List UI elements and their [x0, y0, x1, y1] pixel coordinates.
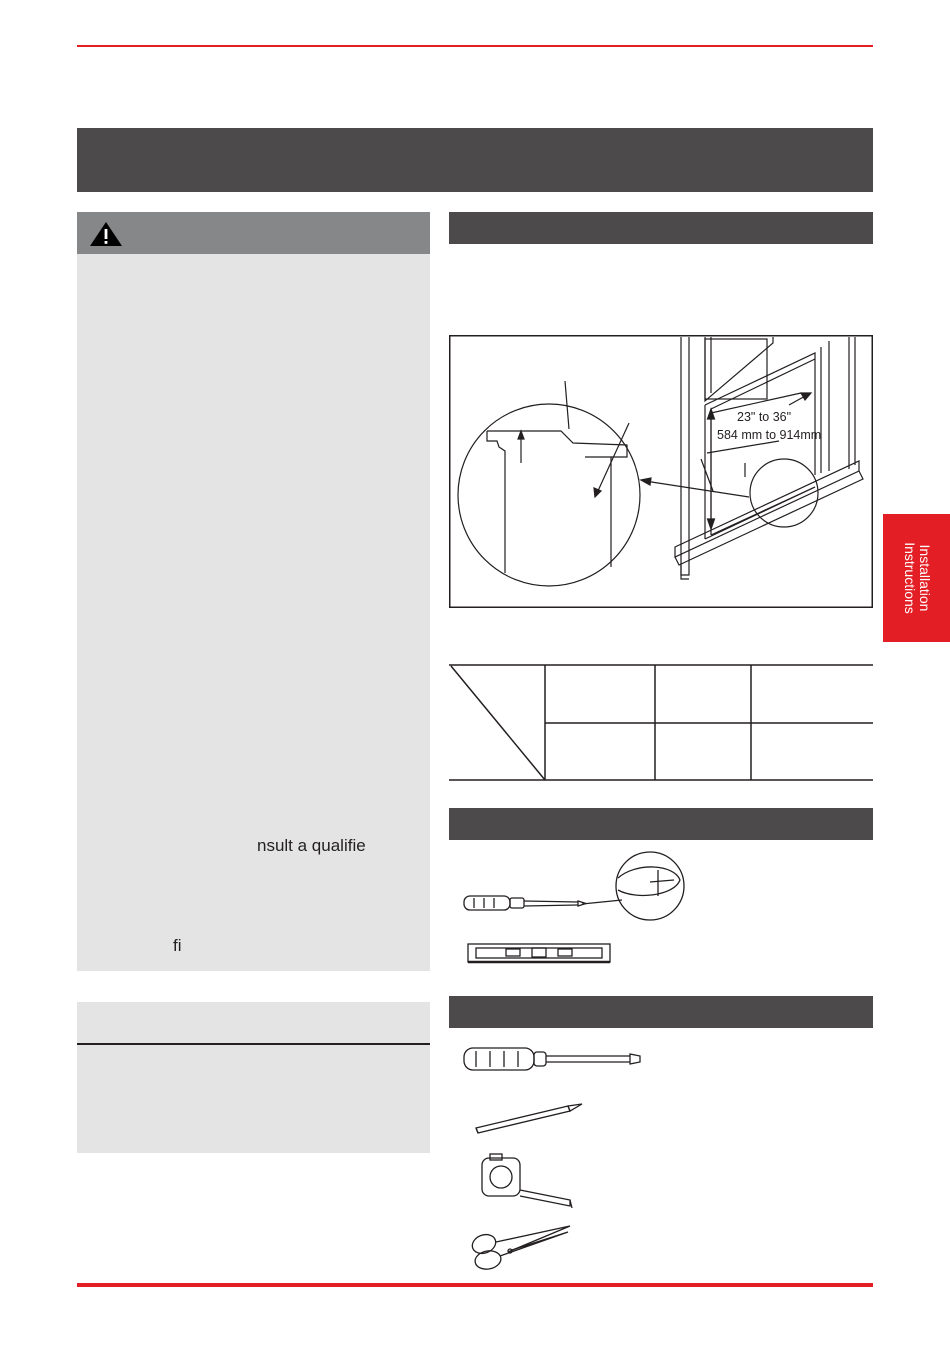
- side-tab-line-1: Installation: [916, 544, 933, 612]
- side-tab-line-2: Instructions: [901, 542, 918, 614]
- pencil-icon: [472, 1100, 586, 1136]
- note-box: [77, 1002, 430, 1153]
- scissors-icon: [468, 1222, 578, 1274]
- bottom-red-rule: [77, 1283, 873, 1287]
- specification-table: [449, 664, 873, 782]
- warning-text-fragment-ligature: fi: [173, 936, 182, 955]
- flat-screwdriver-icon: [460, 1042, 644, 1076]
- side-tab-label: [902, 542, 932, 614]
- section-bar-supplied-tools: [449, 808, 873, 840]
- level-icon: [466, 938, 612, 966]
- phillips-screwdriver-icon: [460, 850, 690, 930]
- window-opening-diagram: [449, 335, 873, 608]
- page-title-band: [77, 128, 873, 192]
- dimension-inches-label: 23" to 36": [737, 410, 792, 424]
- warning-text-fragment: nsult a qualifie: [257, 836, 366, 855]
- dimension-mm-label: 584 mm to 914mm: [717, 428, 822, 442]
- section-side-tab[interactable]: [883, 514, 950, 642]
- warning-header: [77, 212, 430, 254]
- top-red-rule: [77, 45, 873, 47]
- section-bar-required-tools: [449, 996, 873, 1028]
- tape-measure-icon: [470, 1152, 580, 1210]
- warning-box: [77, 212, 430, 971]
- note-divider: [77, 1043, 430, 1045]
- warning-triangle-icon: [88, 220, 124, 248]
- section-bar-window-requirements: [449, 212, 873, 244]
